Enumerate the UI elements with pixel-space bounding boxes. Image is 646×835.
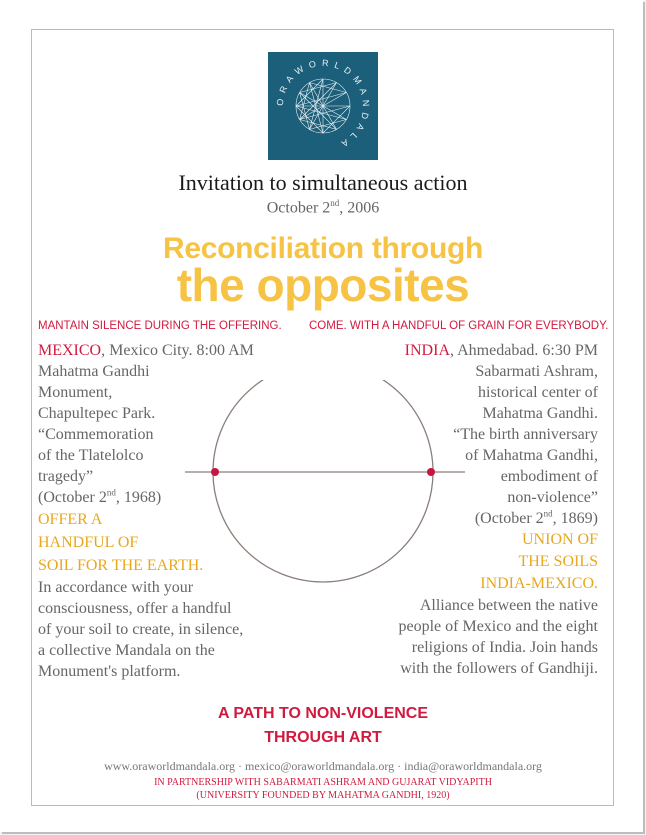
headline-line-1: Reconciliation through [162, 232, 484, 265]
mexico-body: In accordance with your consciousness, offer a handful of your soil to create, in silence, a collective Mandala on the Monument's platform. [38, 579, 244, 680]
india-date: (October 2nd, 1869) [474, 508, 598, 527]
india-union-heading: UNION OF THE SOILS INDIA-MEXICO. [480, 531, 598, 592]
partnership-line: IN PARTNERSHIP WITH SABARMATI ASHRAM AND GUJARAT VIDYAPITH [154, 777, 492, 788]
india-quote: “The birth anniversary of Mahatma Gandhi, embodiment of non-violence” [453, 426, 598, 506]
cta-line-2: THROUGH ART [264, 729, 382, 746]
mexico-offer-heading: OFFER A HANDFUL OF SOIL FOR THE EARTH. [38, 511, 204, 574]
event-date: October 2nd, 2006 [266, 198, 380, 217]
headline-line-2: the opposites [176, 259, 470, 311]
university-note: (UNIVERSITY FOUNDED BY MAHATMA GANDHI, 1920) [196, 790, 450, 801]
mandala-globe-icon [268, 52, 378, 160]
india-body: Alliance between the native people of Mexico and the eight religions of India. Join hands with the followers of Gandhiji. [398, 597, 598, 677]
contact-links: www.oraworldmandala.org · mexico@oraworldmandala.org · india@oraworldmandala.org [104, 759, 542, 773]
mexico-date: (October 2nd, 1968) [38, 487, 162, 506]
mexico-quote: “Commemoration of the Tlatelolco tragedy” [38, 426, 154, 485]
india-column [340, 340, 598, 679]
cta-line-1: A PATH TO NON-VIOLENCE [217, 705, 429, 722]
india-venue: Sabarmati Ashram, historical center of Mahatma Gandhi. [475, 363, 598, 422]
mexico-venue: Mahatma Gandhi Monument, Chapultepec Park. [38, 363, 156, 422]
india-location: INDIA, Ahmedabad. 6:30 PM [404, 342, 598, 359]
mexico-column [38, 340, 308, 682]
invitation-title: Invitation to simultaneous action [178, 170, 468, 195]
india-instruction: COME. WITH A HANDFUL OF GRAIN FOR EVERYBODY. [309, 320, 609, 332]
mexico-instruction: MANTAIN SILENCE DURING THE OFFERING. [38, 320, 282, 332]
mexico-location: MEXICO, Mexico City. 8:00 AM [38, 342, 254, 359]
logo-ring-text: O R A W O R L D M A N D A L A [274, 57, 372, 150]
oraworldmandala-logo [268, 52, 378, 160]
